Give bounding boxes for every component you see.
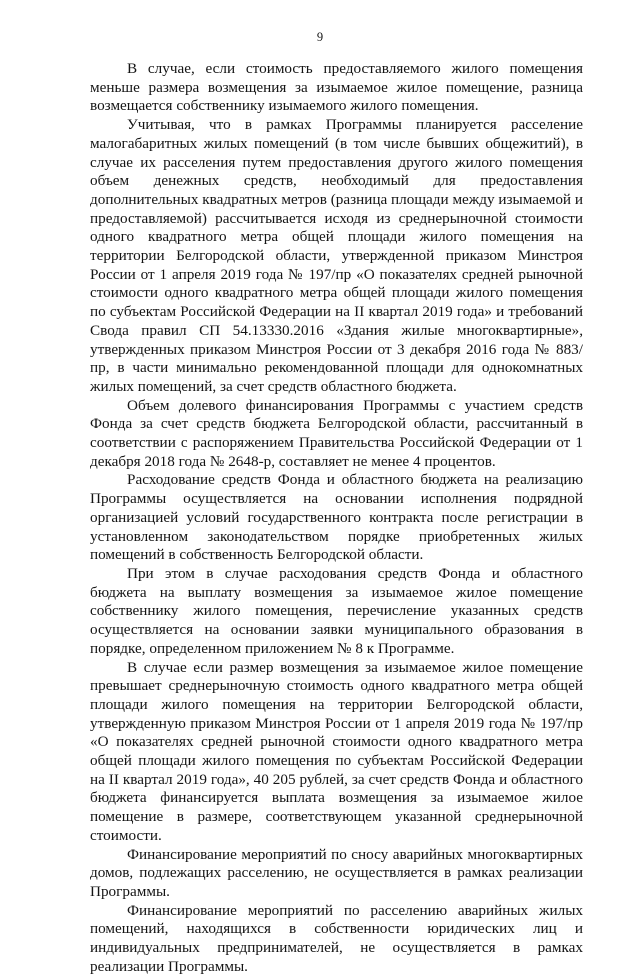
paragraph-7: Финансирование мероприятий по сносу аварийных многоквартирных домов, подлежащих расселению, не осуществляется в рамках реализации Программы.: [90, 845, 583, 900]
paragraph-2: Учитывая, что в рамках Программы планируется расселение малогабаритных жилых помещений (в том числе бывших общежитий), в случае их расселения путем предоставления другого жилого помещения объем денежных средств, необходимый для предоставления дополнительных квадратных метров (разница площади между изымаемой и предоставляемой) рассчитывается исходя из среднерыночной стоимости одного квадратного метра общей площади жилого помещения на территории Белгородской области, утвержденной приказом Минстроя России от 1 апреля 2019 года № 197/пр «О показателях средней рыночной стоимости одного квадратного метра общей площади жилого помещения по субъектам Российской Федерации на II квартал 2019 года» и требований Свода правил СП 54.13330.2016 «Здания жилые многоквартирные», утвержденных приказом Минстроя России от 3 декабря 2016 года № 883/пр, в части минимально рекомендованной площади для однокомнатных жилых помещений, за счет средств областного бюджета.: [90, 116, 583, 395]
document-body: [90, 60, 583, 976]
paragraph-1: В случае, если стоимость предоставляемого жилого помещения меньше размера возмещения за изымаемое жилое помещение, разница возмещается собственнику изымаемого жилого помещения.: [90, 60, 583, 115]
page-number: 9: [316, 30, 324, 44]
paragraph-6: В случае если размер возмещения за изымаемое жилое помещение превышает среднерыночную стоимость одного квадратного метра общей площади жилого помещения на территории Белгородской области, утвержденную приказом Минстроя России от 1 апреля 2019 года № 197/пр «О показателях средней рыночной стоимости одного квадратного метра общей площади жилого помещения по субъектам Российской Федерации на II квартал 2019 года», 40 205 рублей, за счет средств Фонда и областного бюджета финансируется выплата возмещения за изымаемое жилое помещение в размере, соответствующем указанной среднерыночной стоимости.: [90, 658, 583, 844]
paragraph-3: Объем долевого финансирования Программы с участием средств Фонда за счет средств бюджета Белгородской области, рассчитанный в соответствии с распоряжением Правительства Российской Федерации от 1 декабря 2018 года № 2648-р, составляет не менее 4 процентов.: [90, 396, 583, 470]
paragraph-8: Финансирование мероприятий по расселению аварийных жилых помещений, находящихся в собственности юридических лиц и индивидуальных предпринимателей, не осуществляется в рамках реализации Программы.: [90, 901, 583, 975]
paragraph-5: При этом в случае расходования средств Фонда и областного бюджета на выплату возмещения за изымаемое жилое помещение собственнику жилого помещения, перечисление указанных средств осуществляется на основании заявки муниципального образования в порядке, определенном приложением № 8 к Программе.: [90, 564, 583, 657]
paragraph-4: Расходование средств Фонда и областного бюджета на реализацию Программы осуществляется на основании исполнения подрядной организацией условий государственного контракта после регистрации в установленном законодательством порядке приобретенных жилых помещений в собственность Белгородской области.: [90, 471, 583, 564]
